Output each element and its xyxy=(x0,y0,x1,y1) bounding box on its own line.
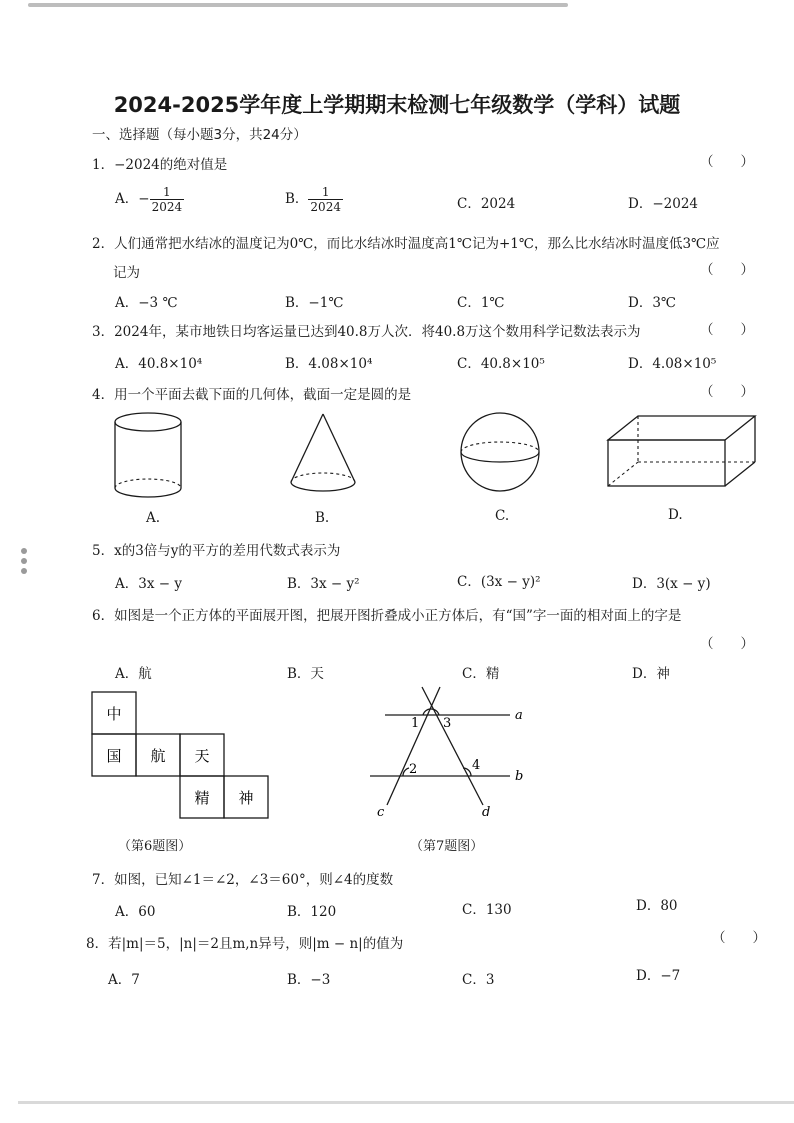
line-label-c: c xyxy=(377,805,385,820)
net-cell-tian: 天 xyxy=(194,747,210,765)
fraction-numerator: 1 xyxy=(308,185,343,200)
answer-paren-4: （ ） xyxy=(700,384,754,400)
q5-option-c: C．(3x − y)² xyxy=(457,574,541,590)
q6-option-a: A．航 xyxy=(115,666,152,682)
q7-option-a: A．60 xyxy=(115,904,156,920)
net-cell-zhong: 中 xyxy=(106,705,122,723)
q5-option-a: A．3x − y xyxy=(115,576,182,592)
net-cell-hang: 航 xyxy=(150,747,166,765)
q1-option-c: C．2024 xyxy=(457,196,516,212)
q1-option-a xyxy=(115,185,184,214)
question-5-stem: 5．x的3倍与y的平方的差用代数式表示为 xyxy=(92,543,341,559)
parallel-lines-figure xyxy=(365,685,535,825)
q2-option-a: A．−3 ℃ xyxy=(115,295,178,311)
q4-option-c: C. xyxy=(495,508,510,524)
net-cell-guo: 国 xyxy=(106,747,122,765)
page-bottom-edge xyxy=(18,1101,794,1104)
angle-label-2: 2 xyxy=(409,762,418,777)
q8-option-a: A．7 xyxy=(108,972,140,988)
q1-option-b-fraction xyxy=(308,185,343,214)
q8-option-d: D．−7 xyxy=(636,968,681,984)
question-1-stem: 1．−2024的绝对值是 xyxy=(92,157,228,173)
q3-option-c: C．40.8×10⁵ xyxy=(457,356,545,372)
angle-label-3: 3 xyxy=(443,716,452,731)
q7-option-c: C．130 xyxy=(462,902,512,918)
cylinder-figure xyxy=(110,408,190,503)
answer-paren-3: （ ） xyxy=(700,322,754,338)
cuboid-figure xyxy=(600,410,765,495)
question-2-stem-line2: 记为 xyxy=(113,265,140,281)
cube-net-figure xyxy=(90,690,275,825)
line-label-a: a xyxy=(515,708,523,723)
q3-option-d: D．4.08×10⁵ xyxy=(628,356,717,372)
q3-option-a: A．40.8×10⁴ xyxy=(115,356,203,372)
figure-6-caption: （第6题图） xyxy=(118,839,192,854)
q6-option-c: C．精 xyxy=(462,666,500,682)
q6-option-b: B．天 xyxy=(287,666,324,682)
question-2-stem-line1: 2．人们通常把水结冰的温度记为0℃，而比水结冰时温度高1℃记为+1℃，那么比水结冰时温度低3℃应 xyxy=(92,236,720,252)
drag-handle-icon[interactable] xyxy=(21,548,27,578)
figure-7-caption: （第7题图） xyxy=(410,839,484,854)
net-cell-jing: 精 xyxy=(194,789,210,807)
q1-option-b-label: B． xyxy=(285,191,309,207)
q3-option-b: B．4.08×10⁴ xyxy=(285,356,373,372)
section-heading: 一、选择题（每小题3分，共24分） xyxy=(92,127,307,143)
q7-option-d: D．80 xyxy=(636,898,678,914)
angle-label-1: 1 xyxy=(411,716,420,731)
sphere-figure xyxy=(455,410,545,500)
fraction-numerator: 1 xyxy=(150,185,185,200)
q4-option-b: B. xyxy=(315,510,330,526)
fraction-denominator: 2024 xyxy=(310,200,341,214)
q2-option-b: B．−1℃ xyxy=(285,295,344,311)
question-7-stem: 7．如图，已知∠1＝∠2，∠3＝60°，则∠4的度数 xyxy=(92,872,394,888)
q1-option-a-label: A．− xyxy=(115,191,150,207)
page-title: 2024-2025学年度上学期期末检测七年级数学（学科）试题 xyxy=(113,93,681,117)
q1-option-d: D．−2024 xyxy=(628,196,698,212)
q8-option-b: B．−3 xyxy=(287,972,331,988)
q5-option-b: B．3x − y² xyxy=(287,576,360,592)
q1-option-b xyxy=(285,185,343,214)
q1-option-a-fraction xyxy=(150,185,185,214)
fraction-denominator: 2024 xyxy=(151,200,183,214)
answer-paren-2: （ ） xyxy=(700,262,754,278)
q2-option-d: D．3℃ xyxy=(628,295,677,311)
top-scrollbar[interactable] xyxy=(28,3,568,7)
question-8-stem: 8．若|m|＝5，|n|＝2且m,n异号，则|m − n|的值为 xyxy=(86,936,404,952)
cone-figure xyxy=(285,410,365,500)
answer-paren-1: （ ） xyxy=(700,154,754,170)
line-label-d: d xyxy=(482,805,491,820)
angle-label-4: 4 xyxy=(472,758,481,773)
q4-option-a: A. xyxy=(146,510,161,526)
question-3-stem: 3．2024年，某市地铁日均客运量已达到40.8万人次．将40.8万这个数用科学记数法表示为 xyxy=(92,324,641,340)
line-label-b: b xyxy=(515,769,524,784)
q5-option-d: D．3(x − y) xyxy=(632,576,711,592)
q6-option-d: D．神 xyxy=(632,666,670,682)
answer-paren-8: （ ） xyxy=(712,930,766,946)
q2-option-c: C．1℃ xyxy=(457,295,505,311)
q7-option-b: B．120 xyxy=(287,904,337,920)
q8-option-c: C．3 xyxy=(462,972,495,988)
q4-option-d: D. xyxy=(668,507,683,523)
answer-paren-6: （ ） xyxy=(700,636,754,652)
question-4-stem: 4．用一个平面去截下面的几何体，截面一定是圆的是 xyxy=(92,387,412,403)
question-6-stem: 6．如图是一个正方体的平面展开图，把展开图折叠成小正方体后，有“国”字一面的相对面上的字是 xyxy=(92,608,682,624)
net-cell-shen: 神 xyxy=(238,789,254,807)
